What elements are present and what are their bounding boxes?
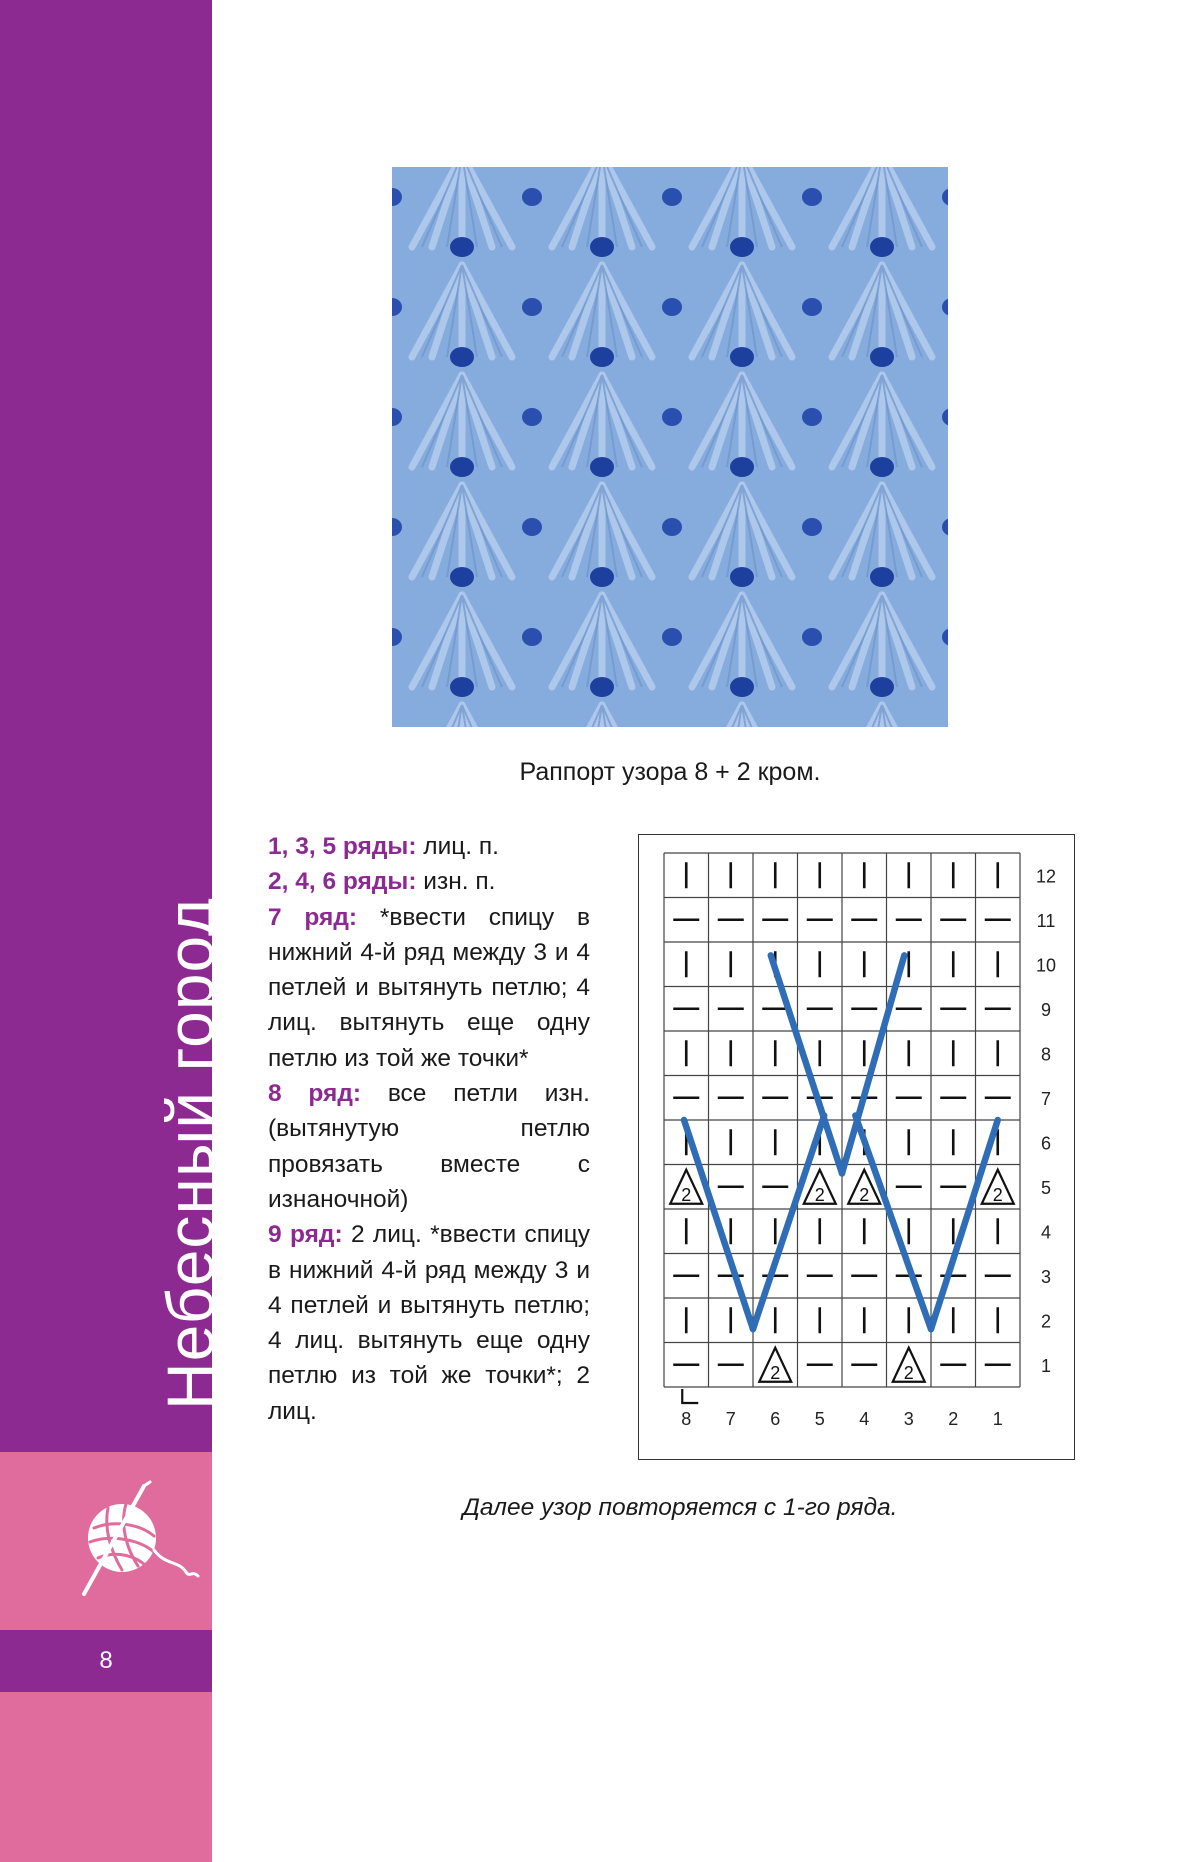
row-number: 8 (1040, 1044, 1052, 1065)
page-number: 8 (99, 1647, 113, 1674)
row-label: 9 ряд: (268, 1221, 343, 1249)
row-number: 6 (1040, 1133, 1052, 1154)
triangle-number: 2 (859, 1184, 870, 1205)
row-text: 2 лиц. *ввести спицу в нижний 4-й ряд между 3 и 4 петлей и вытянуть петлю; 4 лиц. вытянуть еще одну петлю из той же точки*; 2 лиц. (268, 1221, 590, 1425)
triangle-number: 2 (814, 1184, 825, 1205)
instruction-row-8 (268, 1076, 590, 1217)
column-number: 1 (992, 1409, 1003, 1429)
repeat-note: Далее узор повторяется с 1-го ряда. (462, 1494, 898, 1521)
triangle-number: 2 (681, 1184, 692, 1205)
row-number: 1 (1040, 1355, 1052, 1376)
instruction-row-7 (268, 900, 590, 1076)
row-number: 11 (1036, 910, 1056, 931)
row-number: 10 (1035, 955, 1057, 976)
pattern-line (771, 955, 842, 1173)
triangle-number: 2 (992, 1184, 1003, 1205)
column-number: 8 (681, 1409, 692, 1429)
column-number: 5 (814, 1409, 825, 1429)
knit-swatch-photo (392, 167, 948, 727)
instructions-text (268, 829, 590, 1429)
row-number: 9 (1040, 999, 1052, 1020)
row-text: *ввести спицу в нижний 4-й ряд между 3 и 4 петлей и вытянуть петлю; 4 лиц. вытянуть еще одну петлю из той же точки* (268, 903, 590, 1072)
row-text: лиц. п. (416, 833, 499, 860)
rapport-caption: Раппорт узора 8 + 2 кром. (519, 758, 821, 786)
instruction-row-9 (268, 1217, 590, 1429)
pattern-line (753, 1116, 824, 1330)
triangle-number: 2 (770, 1362, 781, 1383)
row-number: 4 (1040, 1222, 1052, 1243)
pattern-line (855, 1116, 931, 1330)
row-label: 7 ряд: (268, 903, 358, 931)
row-number: 12 (1035, 866, 1057, 887)
row-number: 2 (1040, 1311, 1052, 1332)
yarn-ball-with-hook-icon (74, 1480, 202, 1600)
row-text: все петли изн. (вытянутую петлю провязать вместе с изнаночной) (268, 1080, 590, 1213)
row-label: 2, 4, 6 ряды: (268, 868, 417, 896)
edge-bracket (682, 1389, 698, 1403)
column-number: 3 (903, 1409, 914, 1429)
knitting-chart-grid (639, 835, 1073, 1458)
column-number: 4 (859, 1409, 870, 1429)
pattern-line (842, 955, 904, 1173)
instruction-row-2-4-6 (268, 864, 590, 899)
column-number: 2 (948, 1409, 959, 1429)
sidebar-bottom-band (0, 1692, 212, 1862)
row-label: 1, 3, 5 ряды: (268, 833, 417, 860)
row-number: 5 (1040, 1177, 1052, 1198)
instruction-row-1-3-5 (268, 829, 590, 864)
knitting-chart (638, 834, 1075, 1460)
page-title: Небесный город (153, 896, 227, 1410)
triangle-number: 2 (903, 1362, 914, 1383)
row-number: 7 (1040, 1088, 1052, 1109)
column-number: 7 (725, 1409, 736, 1429)
row-label: 8 ряд: (268, 1080, 362, 1108)
row-number: 3 (1040, 1266, 1052, 1287)
row-text: изн. п. (416, 868, 496, 896)
column-number: 6 (770, 1409, 781, 1429)
